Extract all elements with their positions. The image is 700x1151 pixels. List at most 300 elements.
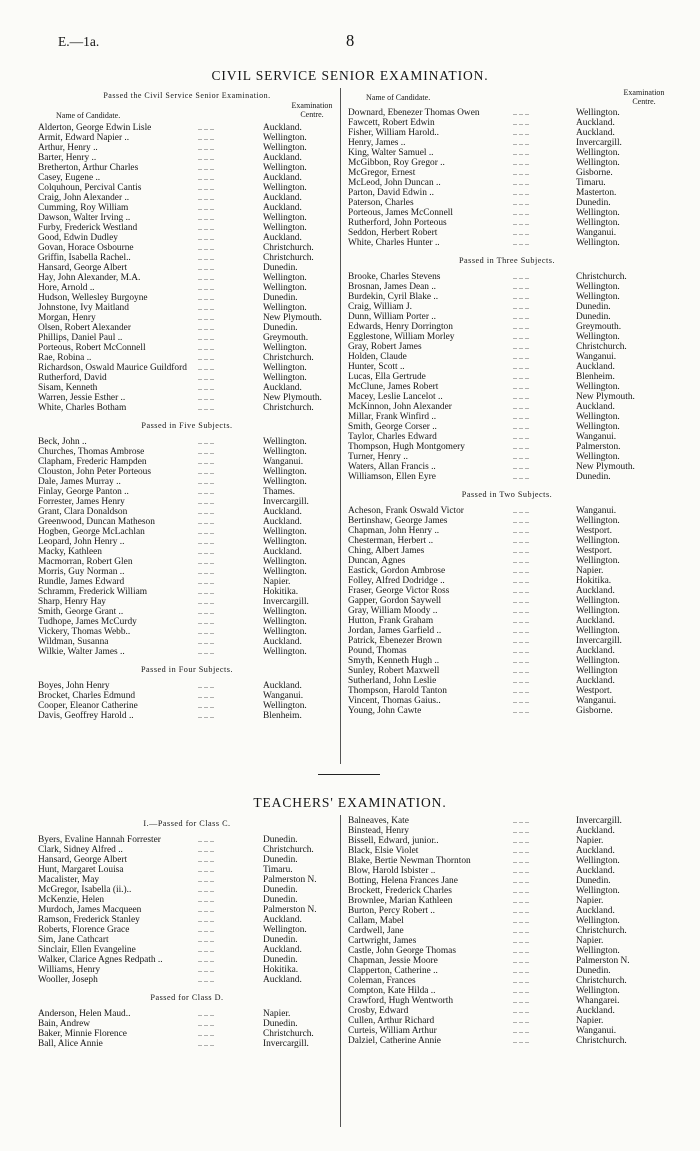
leader-dots: .. .. ..: [198, 487, 214, 496]
candidate-name: Arthur, Henry ..: [38, 143, 98, 153]
candidate-name: Curteis, William Arthur: [348, 1026, 437, 1036]
exam-centre: Auckland.: [576, 866, 615, 876]
exam-centre: Auckland.: [576, 402, 615, 412]
candidate-name: Downard, Ebenezer Thomas Owen: [348, 108, 480, 118]
exam-centre: Auckland.: [576, 846, 615, 856]
candidate-row: [38, 333, 336, 343]
candidate-row: [38, 343, 336, 353]
exam-centre: Dunedin.: [263, 293, 298, 303]
leader-dots: .. .. ..: [198, 263, 214, 272]
candidate-row: [38, 183, 336, 193]
candidate-name: Hogben, George McLachlan: [38, 527, 145, 537]
candidate-row: [38, 915, 336, 925]
candidate-name: Bretherton, Arthur Charles: [38, 163, 139, 173]
exam-centre: Auckland.: [263, 637, 302, 647]
leader-dots: .. .. ..: [513, 302, 529, 311]
candidate-row: [348, 452, 666, 462]
leader-dots: .. .. ..: [198, 313, 214, 322]
leader-dots: .. .. ..: [513, 352, 529, 361]
exam-centre: Wanganui.: [576, 506, 617, 516]
leader-dots: .. .. ..: [513, 158, 529, 167]
exam-centre: Palmerston N.: [263, 875, 317, 885]
candidate-row: [38, 1009, 336, 1019]
leader-dots: .. .. ..: [513, 596, 529, 605]
candidate-name: Porteous, Robert McConnell: [38, 343, 146, 353]
exam-centre: Wellington.: [576, 556, 620, 566]
candidate-row: [38, 437, 336, 447]
exam-centre: Wellington.: [263, 133, 307, 143]
leader-dots: .. .. ..: [513, 372, 529, 381]
candidate-name: Hudson, Wellesley Burgoyne: [38, 293, 148, 303]
leader-dots: .. .. ..: [513, 462, 529, 471]
leader-dots: .. .. ..: [198, 557, 214, 566]
candidate-name: Sutherland, John Leslie: [348, 676, 437, 686]
leader-dots: .. .. ..: [198, 835, 214, 844]
leader-dots: .. .. ..: [513, 1016, 529, 1025]
candidate-name: Patrick, Ebenezer Brown: [348, 636, 442, 646]
candidate-name: Hay, John Alexander, M.A.: [38, 273, 141, 283]
leader-dots: .. .. ..: [198, 223, 214, 232]
leader-dots: .. .. ..: [513, 546, 529, 555]
exam-centre: Wellington.: [263, 183, 307, 193]
exam-centre: Wellington.: [576, 606, 620, 616]
teachers-left-column: [38, 818, 336, 1049]
candidate-row: [348, 666, 666, 676]
leader-dots: .. .. ..: [198, 353, 214, 362]
exam-centre: Auckland.: [263, 123, 302, 133]
exam-centre: Auckland.: [263, 517, 302, 527]
exam-centre: New Plymouth.: [263, 313, 322, 323]
exam-centre: Palmerston.: [576, 442, 621, 452]
leader-dots: .. .. ..: [198, 965, 214, 974]
leader-dots: .. .. ..: [198, 447, 214, 456]
leader-dots: .. .. ..: [513, 926, 529, 935]
leader-dots: .. .. ..: [513, 556, 529, 565]
exam-centre: Wellington.: [576, 626, 620, 636]
candidate-row: [38, 263, 336, 273]
exam-centre: Wanganui.: [263, 457, 304, 467]
leader-dots: .. .. ..: [198, 647, 214, 656]
candidate-name: Dunn, William Porter ..: [348, 312, 436, 322]
candidate-name: Eastick, Gordon Ambrose: [348, 566, 446, 576]
candidate-row: [348, 936, 666, 946]
exam-centre: Wellington.: [576, 516, 620, 526]
leader-dots: .. .. ..: [198, 393, 214, 402]
leader-dots: .. .. ..: [513, 906, 529, 915]
leader-dots: .. .. ..: [513, 526, 529, 535]
leader-dots: .. .. ..: [513, 626, 529, 635]
leader-dots: .. .. ..: [198, 363, 214, 372]
leader-dots: .. .. ..: [513, 208, 529, 217]
leader-dots: .. .. ..: [513, 188, 529, 197]
leader-dots: .. .. ..: [513, 118, 529, 127]
candidate-row: [348, 432, 666, 442]
candidate-name: Furby, Frederick Westland: [38, 223, 138, 233]
exam-centre: Wellington.: [263, 343, 307, 353]
candidate-row: [38, 497, 336, 507]
leader-dots: .. .. ..: [198, 547, 214, 556]
candidate-row: [38, 557, 336, 567]
candidate-row: [38, 587, 336, 597]
candidate-row: [348, 646, 666, 656]
candidate-name: Bissell, Edward, junior..: [348, 836, 439, 846]
candidate-name: Brownlee, Marian Kathleen: [348, 896, 453, 906]
candidate-name: Ramson, Frederick Stanley: [38, 915, 140, 925]
leader-dots: .. .. ..: [198, 507, 214, 516]
exam-centre: Dunedin.: [576, 876, 611, 886]
leader-dots: .. .. ..: [198, 845, 214, 854]
exam-centre: Masterton.: [576, 188, 617, 198]
exam-centre: Wellington.: [576, 986, 620, 996]
candidate-row: [38, 627, 336, 637]
leader-dots: .. .. ..: [513, 178, 529, 187]
candidate-row: [348, 462, 666, 472]
exam-centre: Christchurch.: [263, 403, 314, 413]
candidate-row: [38, 273, 336, 283]
candidate-name: Turner, Henry ..: [348, 452, 408, 462]
leader-dots: .. .. ..: [513, 238, 529, 247]
candidate-row: [348, 636, 666, 646]
candidate-row: [38, 711, 336, 721]
candidate-row: [38, 845, 336, 855]
exam-centre: Wellington.: [263, 143, 307, 153]
leader-dots: .. .. ..: [513, 866, 529, 875]
candidate-name: Craig, John Alexander ..: [38, 193, 130, 203]
leader-dots: .. .. ..: [513, 382, 529, 391]
candidate-name: Burton, Percy Robert ..: [348, 906, 435, 916]
candidate-name: Brosnan, James Dean ..: [348, 282, 437, 292]
candidate-name: Hansard, George Albert: [38, 263, 128, 273]
leader-dots: .. .. ..: [198, 885, 214, 894]
candidate-row: [38, 447, 336, 457]
candidate-row: [348, 382, 666, 392]
candidate-row: [38, 193, 336, 203]
candidate-name: Cartwright, James: [348, 936, 417, 946]
exam-centre: Wellington.: [263, 527, 307, 537]
candidate-name: McGregor, Ernest: [348, 168, 416, 178]
centre-header-text: Examination Centre.: [291, 101, 333, 119]
exam-centre: Timaru.: [576, 178, 606, 188]
leader-dots: .. .. ..: [198, 323, 214, 332]
exam-centre: Timaru.: [263, 865, 293, 875]
leader-dots: .. .. ..: [513, 1026, 529, 1035]
leader-dots: .. .. ..: [513, 312, 529, 321]
exam-centre: Dunedin.: [576, 198, 611, 208]
exam-centre: Invercargill.: [576, 636, 622, 646]
group-heading: Passed in Five Subjects.: [141, 421, 233, 430]
candidate-row: [38, 487, 336, 497]
candidate-row: [38, 223, 336, 233]
exam-centre: Wanganui.: [576, 432, 617, 442]
candidate-name: Egglestone, William Morley: [348, 332, 455, 342]
candidate-name: Boyes, John Henry: [38, 681, 110, 691]
candidate-row: [348, 926, 666, 936]
candidate-row: [38, 143, 336, 153]
candidate-row: [348, 826, 666, 836]
exam-centre: Auckland.: [263, 681, 302, 691]
exam-centre: Auckland.: [263, 975, 302, 985]
leader-dots: .. .. ..: [198, 477, 214, 486]
candidate-row: [348, 676, 666, 686]
candidate-row: [348, 128, 666, 138]
leader-dots: .. .. ..: [513, 412, 529, 421]
candidate-row: [348, 876, 666, 886]
leader-dots: .. .. ..: [198, 143, 214, 152]
candidate-name: McGregor, Isabella (ii.)..: [38, 885, 132, 895]
candidate-row: [38, 383, 336, 393]
candidate-row: [38, 955, 336, 965]
candidate-name: Rutherford, John Porteous: [348, 218, 447, 228]
candidate-name: Rundle, James Edward: [38, 577, 125, 587]
candidate-row: [348, 1036, 666, 1046]
leader-dots: .. .. ..: [513, 218, 529, 227]
exam-centre: Dunedin.: [263, 885, 298, 895]
leader-dots: .. .. ..: [513, 442, 529, 451]
leader-dots: .. .. ..: [198, 935, 214, 944]
exam-centre: Wellington.: [263, 467, 307, 477]
exam-centre: Thames.: [263, 487, 296, 497]
candidate-name: Cullen, Arthur Richard: [348, 1016, 435, 1026]
exam-centre: Wellington: [576, 666, 618, 676]
exam-centre: Auckland.: [576, 616, 615, 626]
candidate-row: [348, 108, 666, 118]
candidate-row: [348, 188, 666, 198]
exam-centre: Napier.: [576, 836, 604, 846]
exam-centre: Christchurch.: [263, 1029, 314, 1039]
leader-dots: .. .. ..: [198, 293, 214, 302]
exam-centre: Wellington.: [263, 273, 307, 283]
candidate-name: Binstead, Henry: [348, 826, 409, 836]
candidate-name: Cumming, Roy William: [38, 203, 129, 213]
leader-dots: .. .. ..: [198, 975, 214, 984]
candidate-name: Clouston, John Peter Porteous: [38, 467, 152, 477]
candidate-name: Hore, Arnold ..: [38, 283, 95, 293]
exam-centre: Wellington.: [576, 596, 620, 606]
candidate-row: [348, 836, 666, 846]
leader-dots: .. .. ..: [513, 606, 529, 615]
group-heading: Passed the Civil Service Senior Examination.: [103, 91, 271, 100]
exam-centre: Wellington.: [263, 447, 307, 457]
candidate-name: White, Charles Hunter ..: [348, 238, 440, 248]
leader-dots: .. .. ..: [198, 183, 214, 192]
exam-centre: Christchurch.: [576, 272, 627, 282]
exam-centre: Wanganui.: [263, 691, 304, 701]
exam-centre: Wellington.: [576, 536, 620, 546]
leader-dots: .. .. ..: [198, 875, 214, 884]
candidate-name: Morgan, Henry: [38, 313, 96, 323]
exam-centre: Westport.: [576, 546, 612, 556]
candidate-name: Chapman, John Henry ..: [348, 526, 440, 536]
leader-dots: .. .. ..: [513, 432, 529, 441]
exam-centre: Christchurch.: [576, 976, 627, 986]
leader-dots: .. .. ..: [198, 905, 214, 914]
leader-dots: .. .. ..: [198, 855, 214, 864]
leader-dots: .. .. ..: [513, 128, 529, 137]
centre-header: [622, 88, 666, 106]
teachers-right-column: [348, 816, 666, 1046]
exam-centre: Wellington.: [576, 292, 620, 302]
exam-centre: Wellington.: [576, 856, 620, 866]
candidate-row: [348, 856, 666, 866]
leader-dots: .. .. ..: [513, 198, 529, 207]
candidate-row: [348, 312, 666, 322]
candidate-name: Folley, Alfred Dodridge ..: [348, 576, 445, 586]
candidate-row: [38, 647, 336, 657]
candidate-row: [348, 322, 666, 332]
leader-dots: .. .. ..: [513, 836, 529, 845]
candidate-row: [38, 965, 336, 975]
leader-dots: .. .. ..: [513, 402, 529, 411]
teachers-title: TEACHERS' EXAMINATION.: [253, 795, 447, 810]
leader-dots: .. .. ..: [513, 856, 529, 865]
leader-dots: .. .. ..: [513, 1036, 529, 1045]
candidate-name: Paterson, Charles: [348, 198, 414, 208]
candidate-name: Leopard, John Henry ..: [38, 537, 125, 547]
candidate-name: Parton, David Edwin ..: [348, 188, 434, 198]
exam-centre: Wellington.: [576, 422, 620, 432]
exam-centre: Christchurch.: [576, 926, 627, 936]
exam-centre: Hokitika.: [576, 576, 612, 586]
leader-dots: .. .. ..: [198, 607, 214, 616]
exam-centre: Wellington.: [263, 567, 307, 577]
candidate-row: [348, 606, 666, 616]
exam-centre: Wellington.: [576, 946, 620, 956]
candidate-row: [348, 118, 666, 128]
candidate-row: [348, 656, 666, 666]
exam-centre: Hokitika.: [263, 965, 299, 975]
leader-dots: .. .. ..: [198, 243, 214, 252]
leader-dots: .. .. ..: [198, 173, 214, 182]
candidate-name: Fisher, William Harold..: [348, 128, 439, 138]
exam-centre: Whangarei.: [576, 996, 620, 1006]
exam-centre: Wellington.: [263, 283, 307, 293]
leader-dots: .. .. ..: [198, 637, 214, 646]
exam-centre: Palmerston N.: [263, 905, 317, 915]
candidate-name: Brocket, Charles Edmund: [38, 691, 136, 701]
leader-dots: .. .. ..: [513, 956, 529, 965]
candidate-name: Pound, Thomas: [348, 646, 407, 656]
exam-centre: Christchurch.: [263, 845, 314, 855]
candidate-row: [38, 233, 336, 243]
exam-centre: Napier.: [263, 1009, 291, 1019]
candidate-row: [38, 243, 336, 253]
exam-centre: Wellington.: [263, 607, 307, 617]
exam-centre: Wellington.: [263, 373, 307, 383]
candidate-row: [348, 566, 666, 576]
candidate-name: Porteous, James McConnell: [348, 208, 453, 218]
candidate-name: Murdoch, James Macqueen: [38, 905, 142, 915]
candidate-name: Thompson, Hugh Montgomery: [348, 442, 465, 452]
candidate-row: [38, 133, 336, 143]
leader-dots: .. .. ..: [513, 996, 529, 1005]
candidate-row: [38, 547, 336, 557]
leader-dots: .. .. ..: [198, 153, 214, 162]
candidate-row: [348, 292, 666, 302]
exam-centre: Dunedin.: [576, 966, 611, 976]
candidate-row: [38, 507, 336, 517]
leader-dots: .. .. ..: [198, 627, 214, 636]
candidate-name: Morris, Guy Norman ..: [38, 567, 125, 577]
exam-centre: Auckland.: [576, 826, 615, 836]
candidate-row: [348, 546, 666, 556]
exam-centre: Dunedin.: [263, 263, 298, 273]
candidate-row: [38, 313, 336, 323]
candidate-row: [38, 467, 336, 477]
exam-centre: Wellington.: [576, 382, 620, 392]
exam-centre: New Plymouth.: [576, 392, 635, 402]
page-header: [58, 31, 660, 52]
exam-centre: Wellington.: [576, 886, 620, 896]
candidate-row: [348, 946, 666, 956]
exam-centre: Auckland.: [263, 233, 302, 243]
candidate-row: [38, 123, 336, 133]
candidate-row: [348, 696, 666, 706]
candidate-row: [38, 577, 336, 587]
exam-centre: Blenheim.: [263, 711, 302, 721]
candidate-name: Clapham, Frederic Hampden: [38, 457, 147, 467]
leader-dots: .. .. ..: [198, 945, 214, 954]
exam-centre: Wanganui.: [576, 696, 617, 706]
section-divider: [318, 774, 380, 775]
candidate-row: [348, 168, 666, 178]
leader-dots: .. .. ..: [198, 133, 214, 142]
candidate-row: [348, 516, 666, 526]
candidate-name: Clapperton, Catherine ..: [348, 966, 438, 976]
candidate-name: Botting, Helena Frances Jane: [348, 876, 458, 886]
candidate-row: [348, 996, 666, 1006]
leader-dots: .. .. ..: [513, 586, 529, 595]
exam-centre: Wanganui.: [576, 228, 617, 238]
candidate-row: [348, 282, 666, 292]
leader-dots: .. .. ..: [513, 576, 529, 585]
candidate-row: [38, 865, 336, 875]
candidate-name: Hunter, Scott ..: [348, 362, 405, 372]
candidate-row: [38, 153, 336, 163]
candidate-row: [348, 362, 666, 372]
leader-dots: .. .. ..: [513, 976, 529, 985]
candidate-name: Macey, Leslie Lancelot ..: [348, 392, 443, 402]
candidate-name: Chapman, Jessie Moore: [348, 956, 438, 966]
leader-dots: .. .. ..: [513, 676, 529, 685]
candidate-row: [38, 373, 336, 383]
candidate-name: Callam, Mabel: [348, 916, 404, 926]
candidate-row: [348, 1026, 666, 1036]
leader-dots: .. .. ..: [198, 253, 214, 262]
leader-dots: .. .. ..: [513, 506, 529, 515]
exam-centre: Wellington.: [263, 701, 307, 711]
candidate-name: Thompson, Harold Tanton: [348, 686, 447, 696]
candidate-row: [348, 706, 666, 716]
candidate-row: [348, 402, 666, 412]
leader-dots: .. .. ..: [513, 566, 529, 575]
exam-centre: Blenheim.: [576, 372, 615, 382]
candidate-row: [348, 342, 666, 352]
candidate-row: [348, 332, 666, 342]
candidate-row: [38, 607, 336, 617]
candidate-name: Duncan, Agnes: [348, 556, 406, 566]
candidate-name: Grant, Clara Donaldson: [38, 507, 128, 517]
exam-centre: Auckland.: [263, 203, 302, 213]
candidate-name: McKinnon, John Alexander: [348, 402, 452, 412]
candidate-row: [38, 681, 336, 691]
candidate-name: Davis, Geoffrey Harold ..: [38, 711, 134, 721]
candidate-name: Coleman, Frances: [348, 976, 416, 986]
leader-dots: .. .. ..: [198, 701, 214, 710]
leader-dots: .. .. ..: [513, 876, 529, 885]
candidate-row: [38, 477, 336, 487]
exam-centre: Auckland.: [576, 362, 615, 372]
candidate-name: Casey, Eugene ..: [38, 173, 101, 183]
